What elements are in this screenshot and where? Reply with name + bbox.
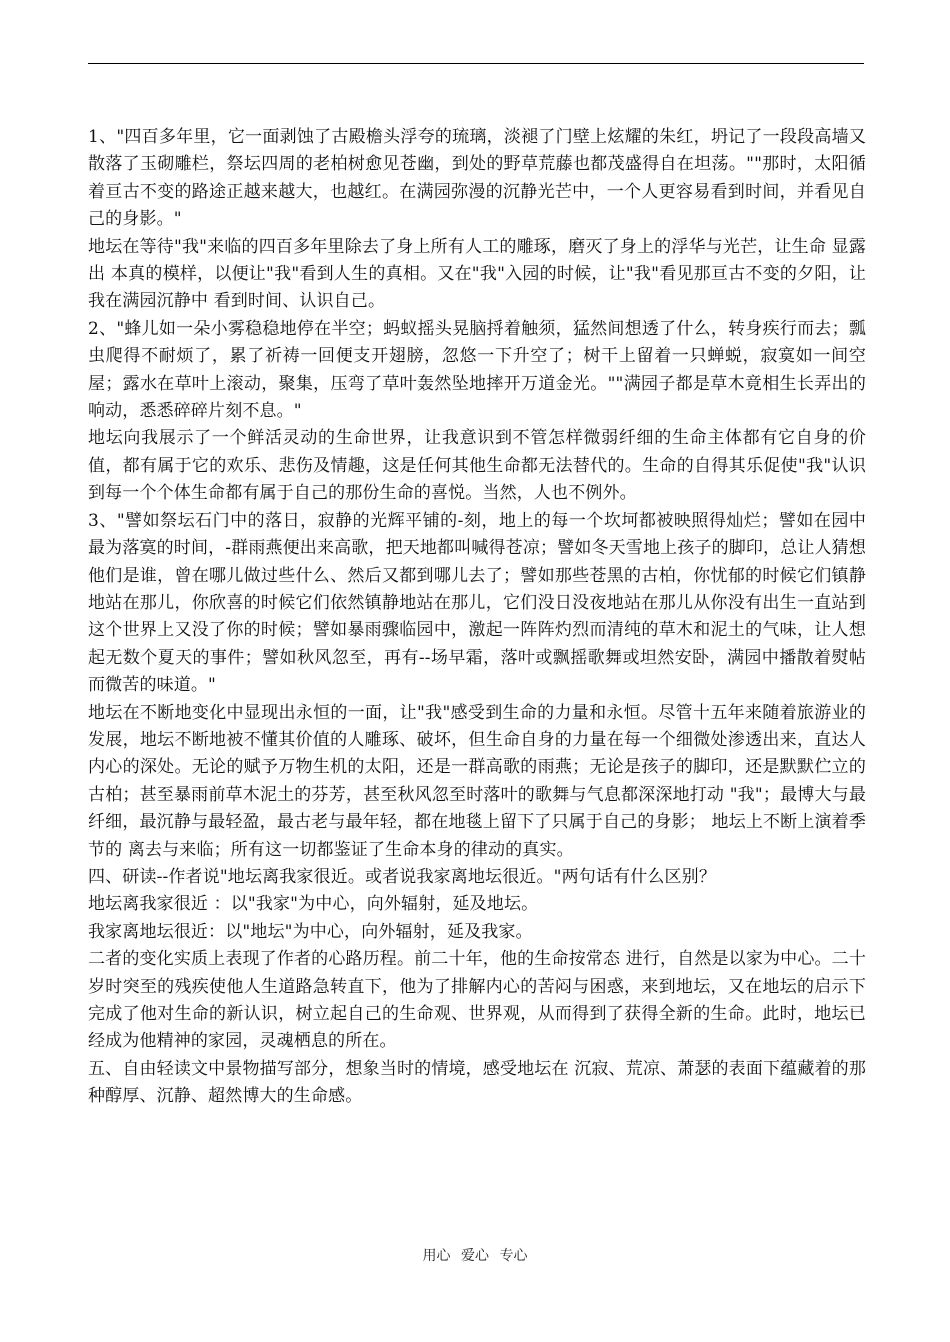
header-rule (88, 63, 864, 64)
paragraph-item-3: 3、"譬如祭坛石门中的落日，寂静的光辉平铺的-刻，地上的每一个坎坷都被映照得灿烂；譬如在园中最为落寞的时间，-群雨燕便出来高歌，把天地都叫喊得苍凉；譬如冬天雪地上孩子的脚印，总让人猜想他们是谁，曾在哪儿做过些什么、然后又都到哪儿去了；譬如那些苍黑的古柏，你忧郁的时候它们镇静地站在那儿，你欣喜的时候它们依然镇静地站在那儿，它们没日没夜地站在那儿从你没有出生一直站到这个世界上又没了你的时候；譬如暴雨骤临园中，激起一阵阵灼烈而清纯的草木和泥土的气味，让人想起无数个夏天的事件；譬如秋风忽至，再有--场早霜，落叶或飘摇歌舞或坦然安卧，满园中播散着熨帖而微苦的味道。" (88, 510, 866, 696)
paragraph-analysis-3: 地坛在不断地变化中显现出永恒的一面，让"我"感受到生命的力量和永恒。尽管十五年来随着旅游业的发展，地坛不断地被不懂其价值的人雕琢、破坏，但生命自身的力量在每一个细微处渗透出来，直达人内心的深处。无论的赋予万物生机的太阳，还是一群高歌的雨燕；无论是孩子的脚印，还是默默伫立的古柏；甚至暴雨前草木泥土的芬芳，甚至秋风忽至时落叶的歌舞与气息都深深地打动 "我"；最博大与最纤细，最沉静与最轻盈，最古老与最年轻，都在地毯上留下了只属于自己的身影； 地坛上不断上演着季节的 离去与来临；所有这一切都鉴证了生命本身的律动的真实。 (88, 702, 866, 860)
paragraph-analysis-1: 地坛在等待"我"来临的四百多年里除去了身上所有人工的雕琢，磨灭了身上的浮华与光芒，让生命 显露出 本真的模样，以便让"我"看到人生的真相。又在"我"入园的时候，让"我"看见那亘古不变的夕阳，让我在满园沉静中 看到时间、认识自己。 (88, 236, 866, 312)
paragraph-analysis-2: 地坛向我展示了一个鲜活灵动的生命世界，让我意识到不管怎样微弱纤细的生命主体都有它自身的价值，都有属于它的欢乐、悲伤及情趣，这是任何其他生命都无法替代的。生命的自得其乐促使"我"认识到每一个个体生命都有属于自己的那份生命的喜悦。当然，人也不例外。 (88, 428, 866, 504)
document-body (88, 124, 866, 1111)
section-four-answer-2: 我家离地坛很近：以"地坛"为中心，向外辐射，延及我家。 (88, 921, 533, 942)
section-four-answer-1: 地坛离我家很近 ：以"我家"为中心，向外辐射，延及地坛。 (88, 894, 539, 915)
section-four-question: 四、研读--作者说"地坛离我家很近。或者说我家离地坛很近。"两句话有什么区别？ (88, 866, 716, 887)
page-footer: 用心 爱心 专心 (422, 1248, 528, 1264)
paragraph-item-1: 1、"四百多年里，它一面剥蚀了古殿檐头浮夸的琉璃，淡褪了门壁上炫耀的朱红，坍记了一段段高墙又散落了玉砌雕栏，祭坛四周的老柏树愈见苍幽，到处的野草荒藤也都茂盛得自在坦荡。""那时，太阳循着亘古不变的路途正越来越大，也越红。在满园弥漫的沉静光芒中，一个人更容易看到时间，并看见自己的身影。" (88, 127, 866, 230)
section-five-task: 五、自由轻读文中景物描写部分，想象当时的情境，感受地坛在 沉寂、荒凉、萧瑟的表面下蕴藏着的那种醇厚、沉静、超然博大的生命感。 (88, 1058, 866, 1107)
paragraph-item-2: 2、"蜂儿如一朵小雾稳稳地停在半空；蚂蚁摇头晃脑捋着触须，猛然间想透了什么，转身疾行而去；瓢虫爬得不耐烦了，累了祈祷一回便支开翅膀，忽悠一下升空了；树干上留着一只蝉蜕，寂寞如一间空屋；露水在草叶上滚动，聚集，压弯了草叶轰然坠地摔开万道金光。""满园子都是草木竟相生长弄出的响动，悉悉碎碎片刻不息。" (88, 318, 866, 422)
section-four-conclusion: 二者的变化实质上表现了作者的心路历程。前二十年，他的生命按常态 进行，自然是以家为中心。二十岁时突至的残疾使他人生道路急转直下，他为了排解内心的苦闷与困惑，来到地坛，又在地坛的启示下完成了他对生命的新认识，树立起自己的生命观、世界观，从而得到了获得全新的生命。此时，地坛已经成为他精神的家园，灵魂栖息的所在。 (88, 949, 866, 1052)
